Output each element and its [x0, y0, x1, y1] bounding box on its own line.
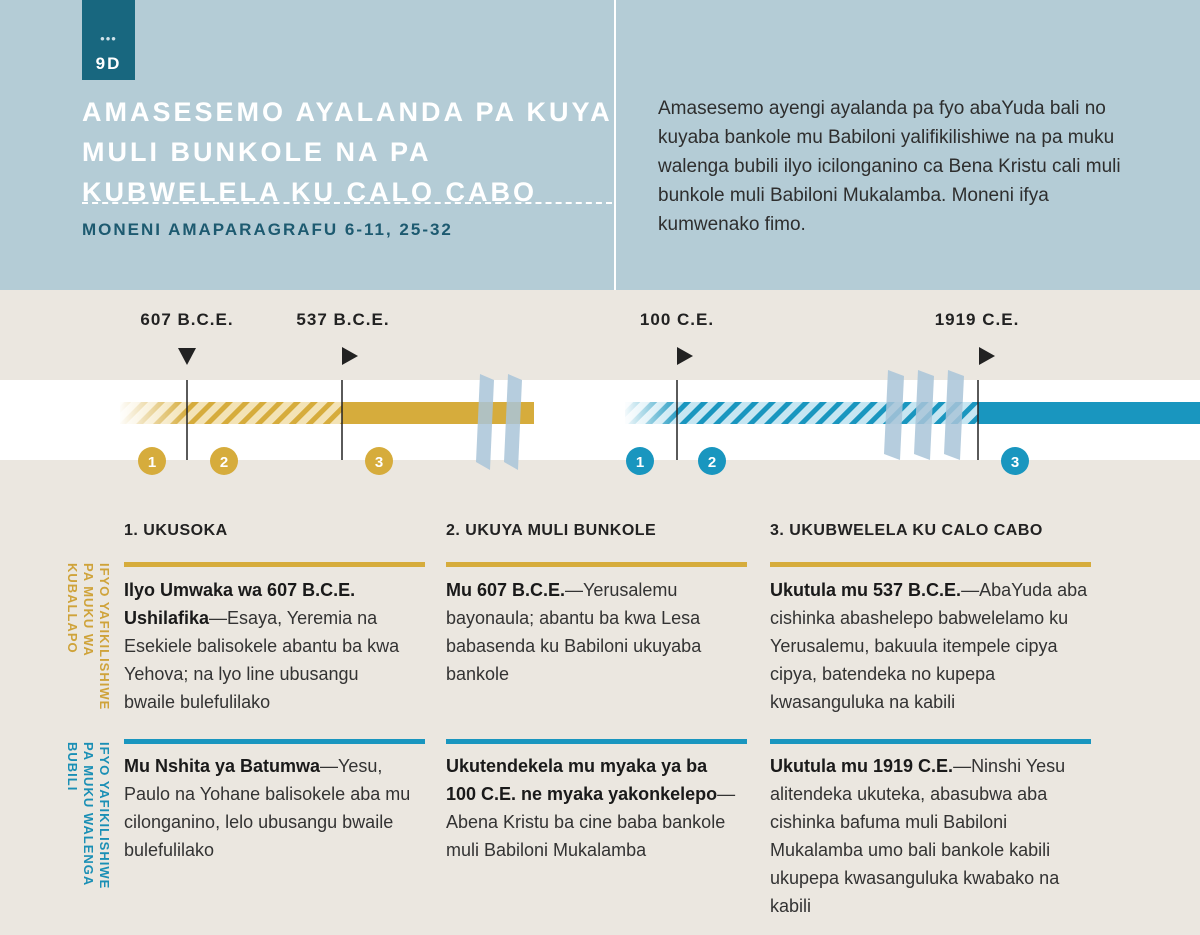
date-label-537: 537 B.C.E. [296, 310, 390, 329]
side-label-second-fulfillment: IFYO YAFIKILISHIWE PA MUKU WALENGA BUBILI [65, 742, 112, 890]
column-heading-ukusoka: 1. UKUSOKA [124, 522, 228, 539]
second-ukubwelela-cell [770, 752, 1090, 920]
section-tag [82, 0, 135, 80]
cell-heading: Ukutula mu 1919 C.E. [770, 756, 954, 776]
blue-break-marker [914, 370, 934, 460]
gold-fade-left [118, 400, 188, 426]
date-label-100: 100 C.E. [639, 310, 715, 329]
blue-rule [124, 739, 425, 744]
gold-marker-3: 3 [374, 454, 384, 471]
first-bunkole-cell [446, 576, 736, 688]
cell-heading: Mu Nshita ya Batumwa [124, 756, 321, 776]
column-heading-ukubwelela: 3. UKUBWELELA KU CALO CABO [770, 522, 1043, 539]
header-panel [0, 0, 1200, 290]
date-label-607: 607 B.C.E. [140, 310, 234, 329]
down-arrow-607 [178, 348, 196, 365]
cell-heading: Mu 607 B.C.E. [446, 580, 566, 600]
tag-number: 9D [95, 54, 122, 73]
cell-text: —AbaYuda aba cishinka abashelepo babwelelamo ku Yerusalemu, bakuula itempele cipya cipya, batendeka no kupepa kwasanguluka na kabili [770, 580, 1088, 712]
blue-marker-1: 1 [635, 454, 645, 471]
blue-marker-3: 3 [1010, 454, 1020, 471]
date-label-1919: 1919 C.E. [934, 310, 1020, 329]
gold-break-marker [476, 374, 494, 470]
intro-text: Amasesemo ayengi ayalanda pa fyo abaYuda bali no kuyaba bankole mu Babiloni yalifikilishiwe na pa muku walenga bubili ilyo icilonganino ca Bena Kristu cali muli bunkole muli Babiloni Mukalamba. Moneni ifya kumwenako fimo. [658, 98, 1121, 235]
title-dashed-rule [82, 202, 612, 204]
gold-solid-segment [342, 402, 534, 424]
gold-break-marker [504, 374, 522, 470]
cell-heading: Ilyo Umwaka wa 607 B.C.E. Ushilafika [124, 580, 356, 628]
blue-break-marker [944, 370, 964, 460]
second-ukusoka-cell [124, 752, 414, 864]
blue-rule [770, 739, 1091, 744]
first-ukubwelela-cell [770, 576, 1090, 716]
second-bunkole-cell [446, 752, 736, 864]
gold-rule [446, 562, 747, 567]
blue-fade-left [622, 400, 682, 426]
column-heading-bunkole: 2. UKUYA MULI BUNKOLE [446, 522, 657, 539]
cell-heading: Ukutula mu 537 B.C.E. [770, 580, 962, 600]
page-title: AMASESEMO AYALANDA PA KUYA MULI BUNKOLE NA PA KUBWELELA KU CALO CABO [82, 97, 612, 207]
blue-rule [446, 739, 747, 744]
side-label-first-fulfillment: IFYO YAFIKILISHIWE PA MUKU WA KUBALLAPO [65, 563, 112, 711]
gold-marker-1: 1 [147, 454, 157, 471]
blue-break-marker [884, 370, 904, 460]
right-arrow-1919 [979, 347, 995, 365]
right-arrow-537 [342, 347, 358, 365]
cell-text: —Yerusalemu bayonaula; abantu ba kwa Lesa babasenda ku Babiloni ukuyaba bankole [446, 580, 702, 684]
cell-text: —Abena Kristu ba cine baba bankole muli Babiloni Mukalamba [446, 784, 736, 860]
gold-rule [770, 562, 1091, 567]
cell-heading: Ukutendekela mu myaka ya ba 100 C.E. ne myaka yakonkelepo [446, 756, 718, 804]
first-ukusoka-cell [124, 576, 404, 716]
tag-dots: ••• [100, 31, 117, 46]
paragraph-reference: MONENI AMAPARAGRAFU 6-11, 25-32 [82, 220, 453, 239]
cell-text: —Yesu, Paulo na Yohane balisokele aba mu cilonganino, lelo ubusangu bwaile bulefulilako [124, 756, 411, 860]
cell-text: —Ninshi Yesu alitendeka ukuteka, abasubwa aba cishinka bafuma muli Babiloni Mukalamba umo bali bankole kabili ukupepa kwasanguluka kwabako na kabili [770, 756, 1066, 916]
header-divider [614, 0, 616, 290]
gold-marker-2: 2 [219, 454, 229, 471]
blue-marker-2: 2 [707, 454, 717, 471]
cell-text: —Esaya, Yeremia na Esekiele balisokele abantu ba kwa Yehova; na lyo line ubusangu bwaile bulefulilako [124, 608, 400, 712]
right-arrow-100 [677, 347, 693, 365]
gold-rule [124, 562, 425, 567]
blue-solid-segment [978, 402, 1200, 424]
